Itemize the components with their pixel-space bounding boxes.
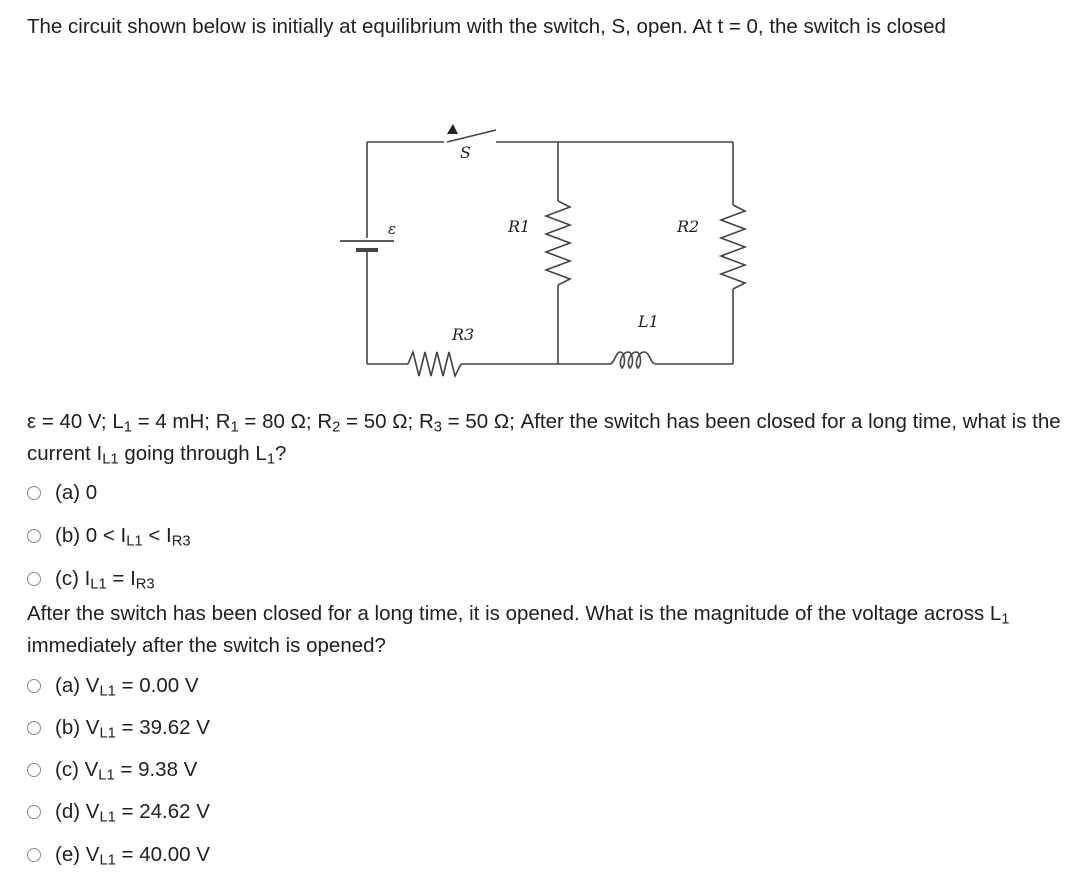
r3-value: R	[418, 410, 434, 433]
question-2-sub: 1	[1001, 611, 1010, 628]
option-label	[55, 524, 191, 548]
option-value: = 9.38 V	[114, 758, 198, 781]
q2-option-a[interactable]	[27, 671, 199, 701]
option-label	[55, 716, 210, 740]
r3-sub: 3	[433, 419, 442, 436]
r1-sub: 1	[230, 419, 239, 436]
q1-option-b[interactable]	[27, 521, 191, 551]
option-text: (d) V	[55, 800, 100, 823]
question-1-end: ?	[275, 442, 287, 465]
option-value: = 40.00 V	[115, 843, 210, 866]
r3-resistor	[408, 352, 461, 376]
option-sub: L1	[90, 576, 107, 593]
question-1-sub2: 1	[266, 451, 276, 468]
l1-value: L	[112, 410, 124, 433]
radio-button[interactable]	[27, 721, 41, 735]
question-1-text: After the switch has been closed for a long time, what is the current I	[27, 410, 1061, 465]
r3-label: R3	[452, 325, 475, 344]
radio-button[interactable]	[27, 529, 41, 543]
q2-option-e[interactable]	[27, 840, 210, 870]
l1-inductor	[610, 352, 656, 368]
l1-label: L1	[638, 312, 659, 331]
option-value: = 24.62 V	[115, 800, 210, 823]
radio-button[interactable]	[27, 572, 41, 586]
option-sub: R3	[171, 533, 191, 550]
option-text: (b) V	[55, 716, 100, 739]
r2-value: R	[317, 410, 333, 433]
option-text: (c) V	[55, 758, 99, 781]
option-text: (a) V	[55, 674, 100, 697]
radio-button[interactable]	[27, 486, 41, 500]
l1-value-rest: = 4 mH;	[131, 410, 210, 433]
question-2-end: immediately after the switch is opened?	[27, 634, 386, 657]
q2-option-d[interactable]	[27, 797, 210, 827]
l1-sub: 1	[123, 419, 132, 436]
r2-sub: 2	[332, 419, 341, 436]
r1-value-rest: = 80 Ω;	[238, 410, 312, 433]
q1-option-c[interactable]	[27, 564, 155, 594]
given-values-and-question-1	[27, 406, 1077, 470]
option-sub: L1	[99, 852, 116, 869]
r1-label: R1	[508, 217, 531, 236]
emf-value: ε = 40 V;	[27, 410, 107, 433]
radio-button[interactable]	[27, 679, 41, 693]
q2-option-c[interactable]	[27, 755, 197, 785]
question-2-start: After the switch has been closed for a long time, it is opened. What is the magnitude of the voltage across L	[27, 602, 1002, 625]
radio-button[interactable]	[27, 763, 41, 777]
option-sub: L1	[99, 683, 116, 700]
option-label	[55, 674, 199, 698]
option-sub: L1	[126, 533, 143, 550]
radio-button[interactable]	[27, 848, 41, 862]
r1-resistor	[546, 201, 570, 285]
option-text: < I	[142, 524, 172, 547]
option-sub: L1	[98, 767, 115, 784]
option-label	[55, 800, 210, 824]
option-label: (a) 0	[55, 481, 98, 504]
option-sub: L1	[99, 725, 116, 742]
problem-intro: The circuit shown below is initially at equilibrium with the switch, S, open. At t = 0, the switch is closed	[27, 15, 946, 38]
option-value: = 39.62 V	[115, 716, 210, 739]
option-sub: R3	[135, 576, 155, 593]
r2-value-rest: = 50 Ω;	[340, 410, 414, 433]
emf-label: ε	[388, 220, 397, 238]
r2-resistor	[721, 205, 745, 289]
r2-label: R2	[677, 217, 700, 236]
r1-value: R	[215, 410, 231, 433]
r3-value-rest: = 50 Ω;	[441, 410, 515, 433]
option-text: (e) V	[55, 843, 100, 866]
option-sub: L1	[99, 809, 116, 826]
option-label	[55, 758, 197, 782]
option-text: (b) 0 < I	[55, 524, 127, 547]
q1-option-a[interactable]	[27, 478, 97, 508]
option-text: (c) I	[55, 567, 91, 590]
switch-label: S	[460, 143, 471, 162]
question-1-sub: L1	[102, 451, 119, 468]
option-label	[55, 567, 155, 591]
option-text: = I	[106, 567, 136, 590]
question-2-text	[27, 598, 1067, 662]
switch-pivot-marker	[447, 124, 458, 134]
option-label	[55, 843, 210, 867]
radio-button[interactable]	[27, 805, 41, 819]
question-1-mid: going through L	[118, 442, 267, 465]
circuit-diagram	[330, 118, 750, 378]
option-value: = 0.00 V	[115, 674, 199, 697]
q2-option-b[interactable]	[27, 713, 210, 743]
